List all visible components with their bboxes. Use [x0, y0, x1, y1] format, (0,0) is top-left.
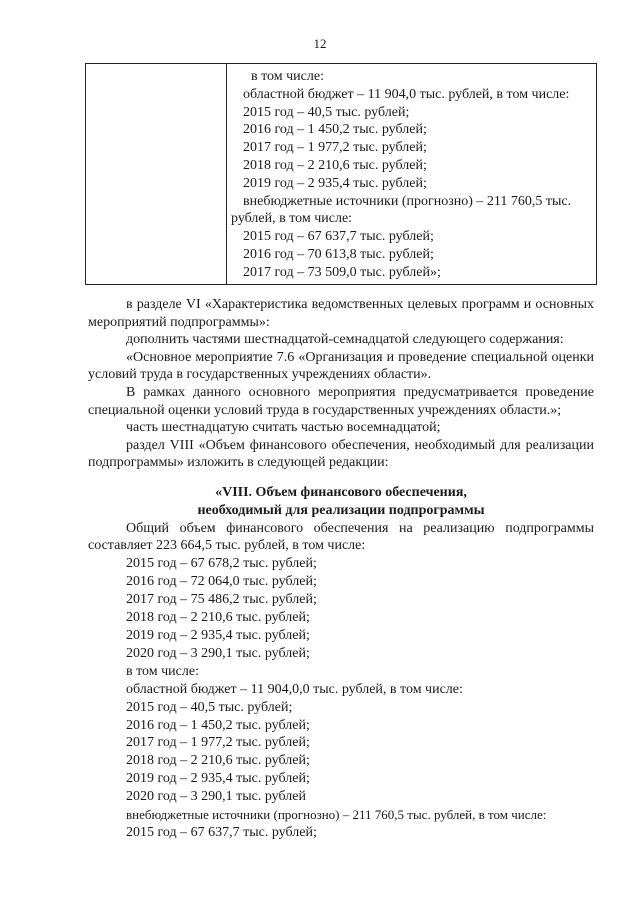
table-empty-cell	[86, 64, 227, 285]
section-line: 2016 год – 72 064,0 тыс. рублей;	[126, 574, 317, 590]
section-line: 2015 год – 40,5 тыс. рублей;	[126, 699, 293, 715]
section-line: 2019 год – 2 935,4 тыс. рублей;	[126, 771, 310, 787]
section-line: 2015 год – 67 678,2 тыс. рублей;	[126, 556, 317, 572]
table-line: 2016 год – 70 613,8 тыс. рублей;	[243, 246, 434, 262]
section-heading-line: «VIII. Объем финансового обеспечения,	[215, 484, 467, 500]
section-line: 2016 год – 1 450,2 тыс. рублей;	[126, 717, 310, 733]
section-line: в том числе:	[126, 663, 199, 679]
paragraph: «Основное мероприятие 7.6 «Организация и проведение специальной оценки условий труда в государственных учреждениях области».	[88, 349, 594, 383]
paragraph: раздел VIII «Объем финансового обеспечения, необходимый для реализации подпрограммы» изложить в следующей редакции:	[88, 437, 594, 471]
section-heading	[88, 484, 594, 520]
table-line: 2017 год – 1 977,2 тыс. рублей;	[243, 140, 427, 156]
table-line: областной бюджет – 11 904,0 тыс. рублей, в том числе:	[243, 86, 570, 102]
section-line: внебюджетные источники (прогнозно) – 211 760,5 тыс. рублей, в том числе:	[126, 807, 547, 823]
section-line: областной бюджет – 11 904,0,0 тыс. рублей, в том числе:	[126, 681, 463, 697]
paragraph: в разделе VI «Характеристика ведомственных целевых программ и основных мероприятий подпрограммы»:	[88, 297, 594, 330]
section-line: 2017 год – 75 486,2 тыс. рублей;	[126, 592, 317, 608]
section-line: 2018 год – 2 210,6 тыс. рублей;	[126, 753, 310, 769]
table-line: в том числе:	[251, 69, 324, 84]
table-line: 2017 год – 73 509,0 тыс. рублей»;	[243, 264, 441, 280]
section-line: 2018 год – 2 210,6 тыс. рублей;	[126, 610, 310, 626]
table-line: 2016 год – 1 450,2 тыс. рублей;	[243, 122, 427, 138]
section-intro: Общий объем финансового обеспечения на реализацию подпрограммы составляет 223 664,5 тыс. рублей, в том числе:	[88, 520, 594, 554]
table-line: внебюджетные источники (прогнозно) – 211 760,5 тыс.	[243, 193, 572, 209]
paragraph: дополнить частями шестнадцатой-семнадцатой следующего содержания:	[126, 332, 564, 348]
section-heading-line: необходимый для реализации подпрограммы	[197, 502, 485, 518]
paragraph: часть шестнадцатую считать частью восемнадцатой;	[126, 420, 441, 436]
paragraph: В рамках данного основного мероприятия предусматривается проведение специальной оценки условий труда в государственных учреждениях области.»;	[88, 384, 594, 418]
table-line: 2019 год – 2 935,4 тыс. рублей;	[243, 175, 427, 191]
section-line: 2019 год – 2 935,4 тыс. рублей;	[126, 627, 310, 643]
section-content	[88, 520, 594, 842]
table-line: 2018 год – 2 210,6 тыс. рублей;	[243, 157, 427, 173]
section-line: 2017 год – 1 977,2 тыс. рублей;	[126, 735, 310, 751]
budget-table	[85, 63, 597, 285]
section-line: 2015 год – 67 637,7 тыс. рублей;	[126, 824, 317, 840]
table-line: 2015 год – 67 637,7 тыс. рублей;	[243, 229, 434, 245]
page-number: 12	[313, 36, 327, 51]
table-content-cell	[227, 64, 597, 285]
section-line: 2020 год – 3 290,1 тыс. рублей	[126, 789, 306, 805]
table-line: 2015 год – 40,5 тыс. рублей;	[243, 104, 410, 120]
section-line: 2020 год – 3 290,1 тыс. рублей;	[126, 645, 310, 661]
document-body	[88, 296, 594, 842]
table-line: рублей, в том числе:	[231, 211, 353, 227]
